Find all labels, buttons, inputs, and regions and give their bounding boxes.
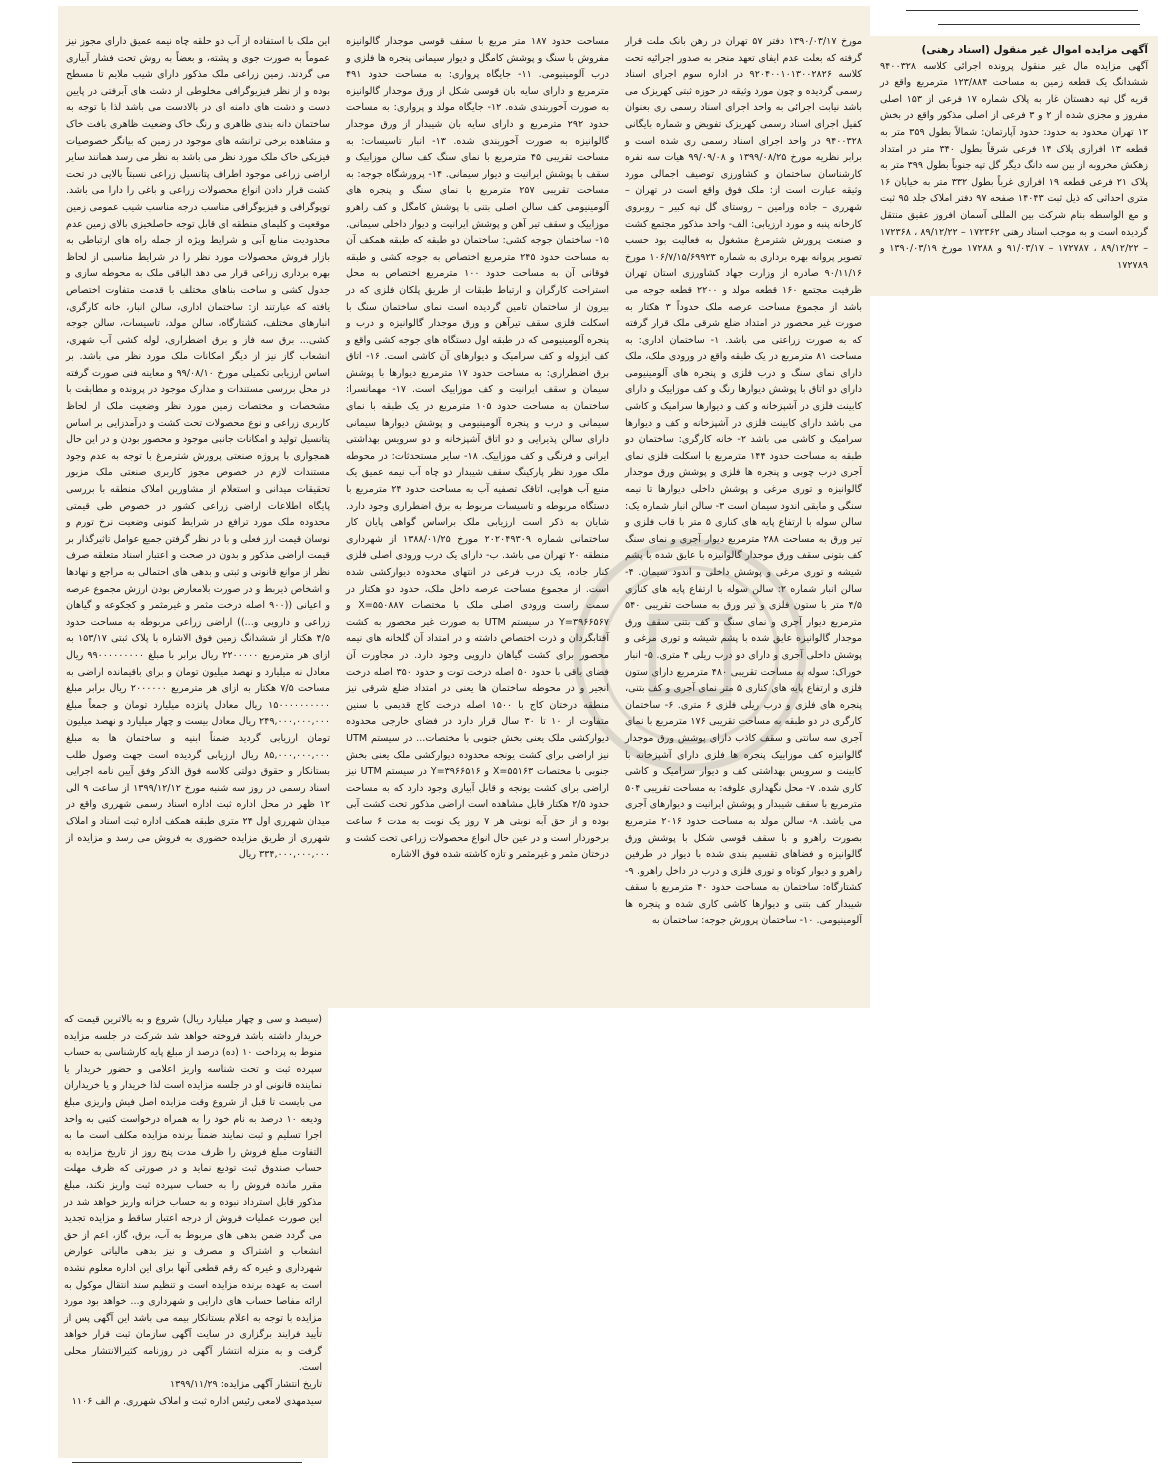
text-column-4 bbox=[58, 1008, 328, 1458]
signature-line: سیدمهدی لامعی رئیس اداره ثبت و املاک شهرری. م الف ۱۱۰۶ bbox=[71, 1395, 322, 1407]
column-2-text: مساحت حدود ۱۸۷ متر مربع با سقف قوسی موجدار گالوانیزه مفروش با سنگ و پوشش کامگل و دیوار سیمانی پنجره ها فلزی و درب آلومینیومی. ۱۱- جایگاه پرواری: به مساحت حدود ۴۹۱ مترمربع و دارای سایه بان قوسی شکل از ورق موجدار گالوانیزه به صورت آخوربندی شده. ۱۲- جایگاه مولد و پرواری: به مساحت حدود ۲۹۲ مترمربع و دارای سایه بان شیبدار از ورق موجدار گالوانیزه به صورت آخوربندی شده. ۱۳- انبار تاسیسات: به مساحت تقریبی ۴۵ مترمربع با نمای سنگ کف سالن موزاییک و سقف با پوشش ایرانیت و دیوار سیمانی. ۱۴- پرورشگاه جوجه: به مساحت تقریبی ۲۵۷ مترمربع با نمای سنگ و پنجره های آلومینیومی کف سالن اصلی بتنی با پوشش کامگل و کف راهرو موزاییک و سقف تیر آهن و پوشش ایرانیت و دیوار داخلی سیمانی. ۱۵- ساختمان جوجه کشی: ساختمان دو طبقه که طبقه همکف آن به مساحت حدود ۲۴۵ مترمربع اختصاص به جوجه کشی و طبقه فوقانی آن به مساحت حدود ۱۰۰ مترمربع اختصاص به محل استراحت کارگران و ارتباط طبقات از طریق پلکان فلزی که در بیرون از ساختمان تامین گردیده است نمای ساختمان سنگ با اسکلت فلزی سقف تیرآهن و ورق موجدار گالوانیزه و درب و پنجره آلومینیومی که در طبقه اول دستگاه های جوجه کشی واقع و کف ایزوله و کف سرامیک و دیوارهای آن کاشی است. ۱۶- اتاق برق اضطراری: به مساحت حدود ۱۷ مترمربع دیوارها با پوشش سیمان و سقف ایرانیت و کف موزاییک است. ۱۷- مهمانسرا: ساختمان به مساحت حدود ۱۰۵ مترمربع در یک طبقه با نمای سیمانی و درب و پنجره آلومینیومی و پوشش دیوارها سیمانی دارای سالن پذیرایی و دو اتاق آشپزخانه و دو سرویس بهداشتی ایرانی و فرنگی و کف موزاییک. ۱۸- سایر مستحدثات: در محوطه ملک مورد نظر پارکینگ سقف شیبدار دو چاه آب نیمه عمیق یک منبع آب هوایی، اتاقک تصفیه آب به مساحت حدود ۲۴ مترمربع با دستگاه مربوطه و تاسیسات مربوط به برق اضطراری وجود دارد. شایان به ذکر است ارزیابی ملک براساس گواهی پایان کار ساختمانی شماره ۲۰۲۰۴۹۳۰۹ مورخ ۱۳۸۸/۰۱/۲۵ از شهرداری منطقه ۲۰ تهران می باشد. ب- دارای یک درب ورودی اصلی فلزی کنار جاده، یک درب فرعی در انتهای محدوده دیوارکشی شده است. از مجموع مساحت عرصه داخل ملک، حدود دو هکتار در سمت راست ورودی اصلی ملک با مختصات X=۵۵۰۸۸۷ و Y=۳۹۶۶۵۶۷ در سیستم UTM به صورت غیر محصور به کشت آفتابگردان و ذرت اختصاص داشته و در امتداد آن گلخانه های نیمه محصور برای کشت گیاهان دارویی وجود دارد. در مجاورت آن فضای باقی با حدود ۵۰ اصله درخت توت و حدود ۳۵۰ اصله درخت انجیر و در محوطه ساختمان ها یعنی در امتداد ضلع شرقی نیز منطقه درختان کاج با ۱۵۰۰ اصله درخت کاج قدیمی با سنین متفاوت از ۱۰ تا ۳۰ سال قرار دارد در فضای خارجی محدوده دیوارکشی ملک یعنی بخش جنوبی با مختصات... در سیستم UTM نیز اراضی برای کشت یونجه محدوده دیوارکشی ملک یعنی بخش جنوبی با مختصات X=۵۵۱۶۳ و Y=۳۹۶۶۵۱۶ در سیستم UTM نیز اراضی برای کشت یونجه و قابل آبیاری وجود دارد که به مساحت حدود ۲/۵ هکتار قابل مشاهده است اراضی مذکور تحت کشت آبی بوده و از حق آبه نوبتی هر ۷ روز یک نوبت به مدت ۶ ساعت برخوردار است و در عین حال انواع محصولات زراعی تحت کشت و درختان مثمر و غیرمثمر و تازه کاشته شده فوق الاشاره bbox=[346, 36, 610, 861]
text-column-2 bbox=[338, 6, 617, 1008]
notice-title-body: آگهی مزایده مال غیر منقول پرونده اجرائی کلاسه ۹۴۰۰۳۲۸ ششدانگ یک قطعه زمین به مساحت ۱۲۳/۸۸۴ مترمربع واقع در قریه گل تپه دهستان غار به پلاک شماره ۱۷ فرعی از ۱۵۳ اصلی مفروز و مجزی شده از ۲ و ۳ فرعی از اصلی مذکور واقع در بخش ۱۲ تهران محدود به حدود: حدود آپارتمان: شمالاً بطول ۳۵۹ متر به قطعه ۱۳ افرازی پلاک ۱۴ فرعی شرقاً بطول ۳۴۰ متر در امتداد زهکش مخروبه از بین سه دانگ دیگر گل تپه جنوباً بطول ۳۹۹ متر به پلاک ۲۱ فرعی قطعه ۱۹ افرازی غرباً بطول ۳۳۲ متر به خیابان ۱۶ متری احداثی که ذیل ثبت ۱۴۰۴۳ صفحه ۹۷ دفتر املاک جلد ۹۵ ثبت و مع الواسطه بنام شرکت بین المللی آسمان افروز عقیق منتقل گردیده است و به موجب اسناد رهنی ۱۷۲۳۶۲ – ۸۹/۱۲/۲۲ ، ۱۷۲۳۶۸ – ۸۹/۱۲/۲۲ ، ۱۷۲۷۸۷ – ۹۱/۰۳/۱۷ و ۱۷۲۸۸ مورخ ۱۳۹۰/۰۳/۱۹ و ۱۷۲۷۸۹ bbox=[880, 60, 1149, 271]
text-column-1 bbox=[617, 6, 870, 1008]
notice-heading: آگهی مزایده اموال غیر منقول (اسناد رهنی) bbox=[921, 44, 1148, 56]
publication-date: تاریخ انتشار آگهی مزایده: ۱۳۹۹/۱۱/۲۹ bbox=[169, 1379, 322, 1391]
column-1-text: مورخ ۱۳۹۰/۰۳/۱۷ دفتر ۵۷ تهران در رهن بانک ملت قرار گرفته که بعلت عدم ایفای تعهد منجر به صدور اجرائیه تحت کلاسه ۹۲۰۴۰۰۱۰۱۳۰۰۲۸۲۶ در اداره سوم اجرای اسناد رسمی گردیده و چون مورد وثیقه در حوزه ثبتی کهریزک می باشد نیابت اجرائی به واحد اجرای اسناد رسمی ری بعنوان کفیل اجرای اسناد رسمی کهریزک تفویض و شماره بایگانی ۹۴۰۰۳۲۸ در واحد اجرای اسناد رسمی ری شده است و برابر نظریه مورخ ۱۳۹۹/۰۸/۲۵ و ۹۹/۰۹/۰۸ هیات سه نفره کارشناسان ساختمان و کشاورزی توصیف اجمالی مورد وثیقه عبارت است از: ملک فوق واقع است در تهران – شهرری – جاده ورامین – روستای گل تپه کبیر – روبروی کارخانه پنبه و مورد ارزیابی: الف- واحد مذکور مجتمع کشت و صنعت پرورش شترمرغ مشغول به فعالیت بود حسب تصویر پروانه بهره برداری به شماره ۱۰۶/۷/۱۵/۶۹۹۲۳ مورخ ۹۰/۱۱/۱۶ صادره از وزارت جهاد کشاورزی استان تهران ظرفیت مجتمع ۱۶۰ قطعه مولد و ۲۲۰۰ قطعه جوجه می باشد از مجموع مساحت عرصه ملک حدوداً ۳ هکتار به صورت غیر محصور در امتداد ضلع شرقی ملک قرار گرفته که به صورت زراعتی می باشد. ۱- ساختمان اداری: به مساحت ۸۱ مترمربع در یک طبقه واقع در ورودی ملک، ملک دارای نمای سنگ و درب فلزی و پنجره های آلومینیومی دارای دو اتاق با پوشش دیوارها رنگ و کف موزاییک و دارای کابینت فلزی در آشپزخانه و کف و دیوارها سرامیک و کاشی می باشد دارای کابینت فلزی در آشپزخانه و کف و دیوارها سرامیک و کاشی می باشد ۲- خانه کارگری: ساختمان دو طبقه به مساحت حدود ۱۴۴ مترمربع با اسکلت فلزی نمای آجری درب چوبی و پنجره ها فلزی و پوشش ورق موجدار گالوانیزه و توری مرغی و پوشش داخلی دیوارها تا نیمه سنگی و مابقی اندود سیمان است ۳- سالن انبار شماره یک: سالن سوله با ارتفاع پایه های کناری ۵ متر با قاب فلزی و تیر ورق به مساحت ۲۸۸ مترمربع دیوار آجری و نمای سنگ کف بتونی سقف ورق موجدار گالوانیزه با عایق شده با پشم شیشه و توری مرغی و پوشش داخلی و اندود سیمان. ۴- سالن انبار شماره ۲: سالن سوله با ارتفاع پایه های کناری ۴/۵ متر با ستون فلزی و تیر ورق به مساحت تقریبی ۵۴۰ مترمربع دیوار آجری و نمای سنگ و کف بتنی سقف ورق موجدار گالوانیزه عایق شده با پشم شیشه و توری مرغی و پوشش داخلی آجری و دارای دو درب ریلی ۴ متری. ۵- انبار خوراک: سوله به مساحت تقریبی ۴۸۰ مترمربع دارای ستون فلزی و ارتفاع پایه های کناری ۵ متر نمای آجری و کف بتنی، پنجره های فلزی و درب ریلی فلزی ۶ متری. ۶- ساختمان کارگری در دو طبقه به مساحت تقریبی ۱۷۶ مترمربع با نمای آجری سه سانتی و سقف کاذب دارای پوشش ورق موجدار گالوانیزه کف موزاییک پنجره ها فلزی دارای آشپزخانه با کابینت و سرویس بهداشتی کف و دیوار سرامیک و کاشی کاری شده. ۷- محل نگهداری علوفه: به مساحت تقریبی ۵۰۴ مترمربع با سقف شیبدار و پوشش ایرانیت و دیوارهای آجری می باشد. ۸- سالن مولد به مساحت حدود ۲۰۱۶ مترمربع بصورت راهرو و با سقف قوسی شکل با پوشش ورق گالوانیزه و فضاهای تقسیم بندی شده با دیوار در طرفین راهرو و دیوار کوتاه و توری فلزی و درب در داخل راهرو. ۹- کشتارگاه: ساختمان به مساحت حدود ۴۰ مترمربع با سقف شیبدار کف بتنی و دیوارها کاشی کاری شده و پنجره ها آلومینیومی. ۱۰- ساختمان پرورش جوجه: ساختمان به bbox=[625, 36, 863, 927]
text-column-3 bbox=[58, 6, 338, 1008]
top-rule-short bbox=[938, 24, 1140, 25]
column-4-text: (سیصد و سی و چهار میلیارد ریال) شروع و به بالاترین قیمت که خریدار داشته باشد فروخته خواهد شد شرکت در جلسه مزایده منوط به پرداخت ۱۰ (ده) درصد از مبلغ پایه کارشناسی به حساب سپرده ثبت و تحت شناسه واریز اعلامی و حضور خریدار یا نماینده قانونی او در جلسه مزایده است لذا خریدار و یا خریداران می بایست تا قبل از شروع وقت مزایده اصل فیش واریزی مبلغ ودیعه ۱۰ درصد به نام خود را به همراه درخواست کتبی به واحد اجرا تسلیم و ثبت نمایند ضمناً برنده مزایده مکلف است ما به التفاوت مبلغ فروش را ظرف مدت پنج روز از تاریخ مزایده به حساب صندوق ثبت تودیع نماید و در صورتی که ظرف مهلت مقرر مانده فروش را به حساب سپرده ثبت واریز نکند، مبلغ مذکور قابل استرداد نبوده و به حساب خزانه واریز خواهد شد در این صورت عملیات فروش از درجه اعتبار ساقط و مزایده تجدید می گردد ضمن بدهی های مربوط به آب، برق، گاز، اعم از حق انشعاب و اشتراک و مصرف و نیز بدهی مالیاتی عوارض شهرداری و غیره که رقم قطعی آنها برای این اداره معلوم نشده است به عهده برنده مزایده است و تنظیم سند انتقال موکول به ارائه مفاصا حساب های دارایی و شهرداری و... خواهد بود مورد مزایده با توجه به اعلام بستانکار بیمه می باشد این آگهی پس از تأیید فرایند برگزاری در سایت آگهی سازمان ثبت قرار خواهد گرفت و به منزله انتشار آگهی در روزنامه کثیرالانتشار محلی است. bbox=[64, 1014, 323, 1374]
column-3-text: این ملک با استفاده از آب دو حلقه چاه نیمه عمیق دارای مجوز نیز عموماً به صورت جوی و پشته، و بعضاً به روش تحت فشار آبیاری می گردند. زمین زراعی ملک مذکور دارای شیب ملایم تا مسطح بوده و از نظر فیزیوگرافی مخلوطی از دشت های آبرفتی در پایین دست و دشت های دامنه ای در بالادست می باشد لذا با توجه به ساختمان دانه بندی ظاهری و رنگ خاک وضعیت ظاهری بافت خاک و مشاهده برخی ترانشه های موجود در زمین که بیانگر خصوصیات فیزیکی خاک ملک مورد نظر می باشد به نظر می رسد همانند سایر اراضی زراعی موجود اطراف پتانسیل زراعی نسبتاً بالایی در تحت کشت قرار دادن انواع محصولات زراعی و باغی را دارا می باشد. توپوگرافی و فیزیوگرافی مناسب درجه مناسب شیب عمومی زمین موقعیت و کلیمای منطقه ای قابل توجه حاصلخیزی بالای زمین عدم محدودیت منابع آبی و شرایط ویژه از جمله راه های ارتباطی به بازار فروش محصولات مورد نظر را در شرایط مناسبی از لحاظ بهره برداری زراعی قرار می دهد الباقی ملک به محوطه سازی و جدول کشی و ساخت بناهای مختلف با قدمت متفاوت اختصاص یافته که عبارتند از: ساختمان اداری، سالن انبار، خانه کارگری، انبارهای مختلف، کشتارگاه، سالن مولد، تاسیسات، سالن جوجه کشی... برق سه فاز و برق اضطراری، لوله کشی آب شهری، انشعاب گاز نیز از دیگر امکانات ملک مورد نظر می باشد. بر اساس ارزیابی تکمیلی مورخ ۹۹/۰۸/۱۰ و معاینه فنی صورت گرفته در محل بررسی مستندات و مدارک موجود در پرونده و مطابقت با مشخصات و مختصات زمین مورد نظر وضعیت ملک از لحاظ کاربری زراعی و نوع محصولات تحت کشت و درآمدزایی بر اساس پتانسیل تولید و امکانات جانبی موجود و محصور بودن و در این حال همجواری با پروژه صنعتی پرورش شترمرغ با توجه به عدم وجود مستندات لازم در خصوص مجوز کاربری صنعتی ملک مزبور تحقیقات میدانی و استعلام از مشاورین املاک منطقه با بررسی پایگاه اطلاعات اراضی زراعی کشور در خصوص طی قیمتی محدوده ملک مورد ترافع در شرایط کنونی وضعیت نرخ تورم و نوسان قیمت ارز فعلی و با در نظر گرفتن جمیع عوامل تاثیرگذار بر قیمت اراضی مذکور و بدون در صحت و اعتبار اسناد متعلقه صرف نظر از موانع قانونی و ثبتی و بدهی های احتمالی به مراجع و نهادها و اشخاص ذیربط و در صورت بلامعارض بودن ارزش مجموع عرصه و اعیانی ((۹۰۰ اصله درخت مثمر و غیرمثمر و کجکوعه و گیاهان زراعی و دارویی و...)) اراضی زراعی مربوطه به مساحت حدود ۴/۵ هکتار از ششدانگ زمین فوق الاشاره با پلاک ثبتی ۱۵۳/۱۷ به ازای هر مترمربع ۲۲۰۰۰۰۰ ریال برابر با مبلغ ۹۹۰۰۰۰۰۰۰۰۰ ریال معادل نه میلیارد و نهصد میلیون تومان و برای باقیمانده اراضی به مساحت ۷/۵ هکتار به ازای هر مترمربع ۲۰۰۰۰۰۰ ریال برابر مبلغ ۱۵۰۰۰۰۰۰۰۰۰۰ ریال معادل پانزده میلیارد تومان و جمعاً مبلغ ۲۴۹,۰۰۰,۰۰۰,۰۰۰ ریال معادل بیست و چهار میلیارد و نهصد میلیون تومان ارزیابی گردید ضمناً ابنیه و ساختمان ها به مبلغ ۸۵,۰۰۰,۰۰۰,۰۰۰ ریال ارزیابی گردیده است جهت وصول طلب بستانکار و حقوق دولتی کلاسه فوق الذکر وفق آیین نامه اجرایی اسناد رسمی در روز سه شنبه مورخ ۱۳۹۹/۱۲/۱۲ از ساعت ۹ الی ۱۲ ظهر در محل اداره ثبت اداره اسناد رسمی شهرری واقع در میدان شهرری اول ۲۴ متری طبقه همکف اداره ثبت اسناد و املاک شهرری از طریق مزایده حضوری به فروش می رسد و مزایده از ۳۳۴,۰۰۰,۰۰۰,۰۰۰ ریال bbox=[66, 36, 330, 861]
notice-title-block bbox=[870, 36, 1158, 296]
top-rule bbox=[906, 10, 1138, 11]
bottom-rule bbox=[72, 1462, 302, 1463]
